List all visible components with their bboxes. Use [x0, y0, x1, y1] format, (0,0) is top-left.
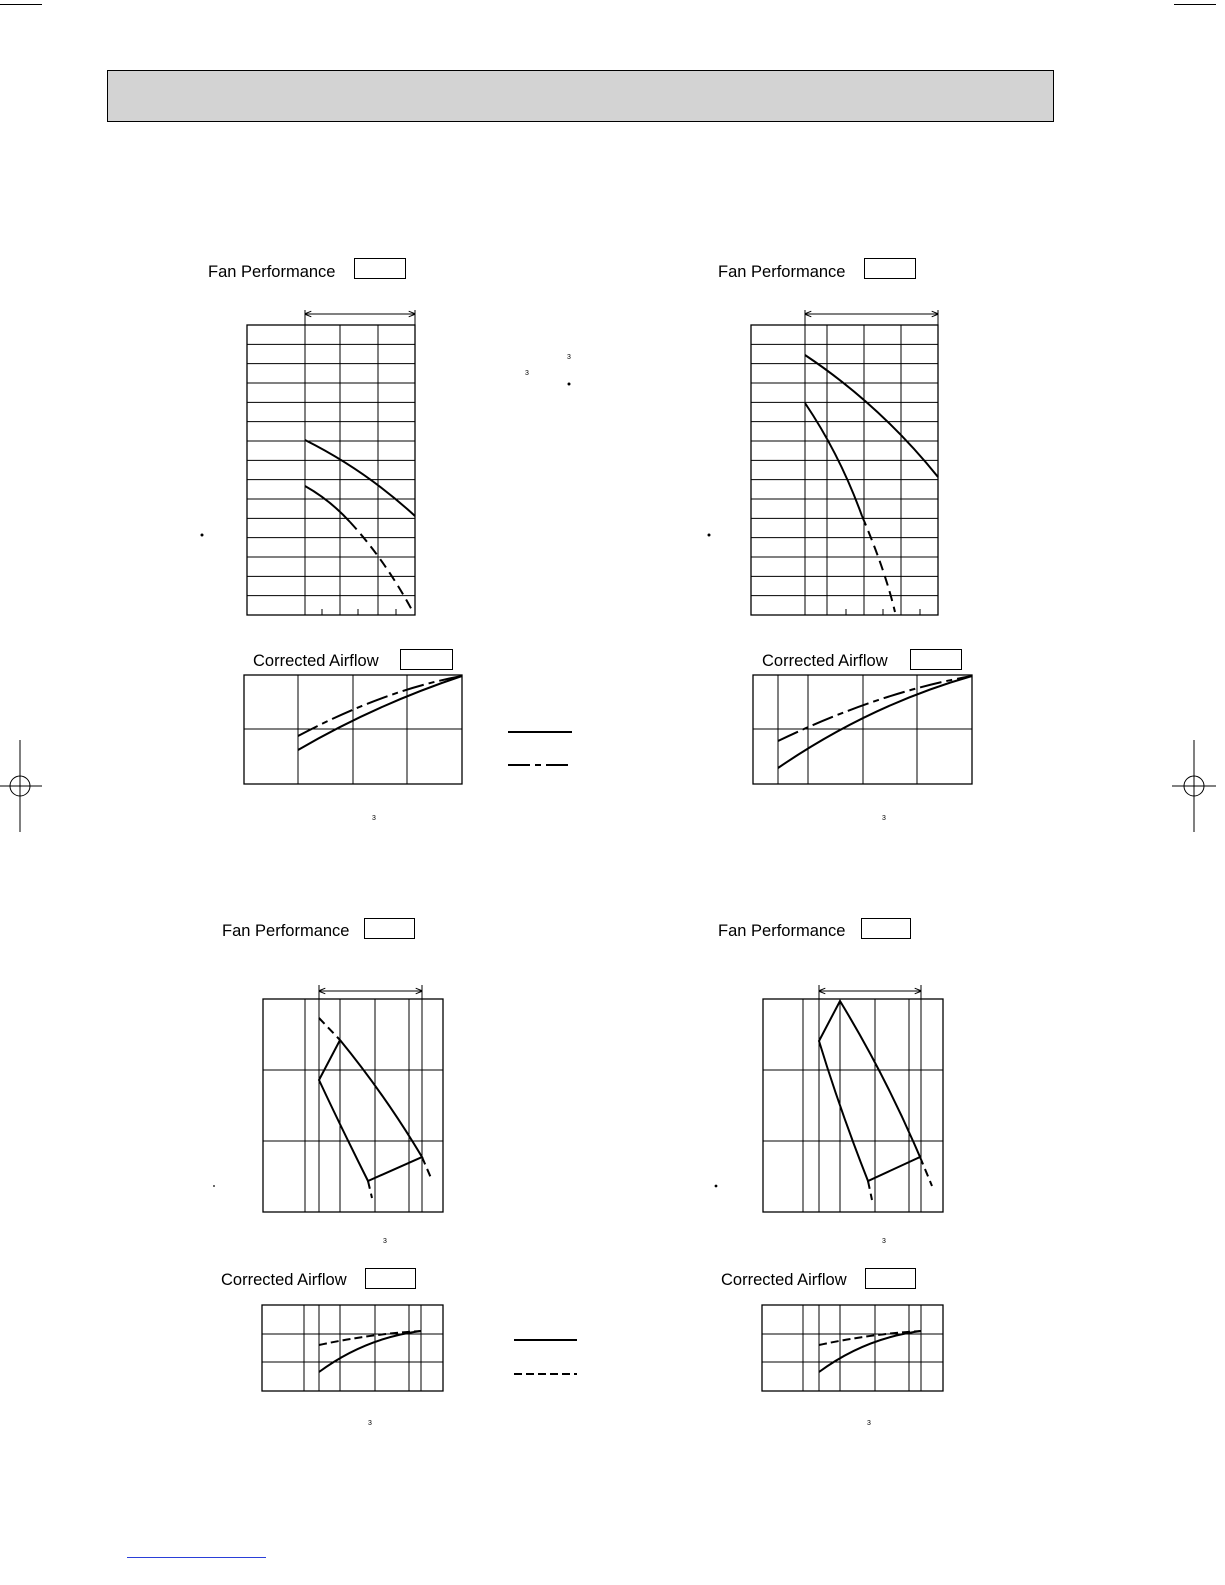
unit-exponent: 3 — [372, 815, 376, 822]
unit-exponent: 3 — [867, 1420, 871, 1427]
airflow-solid — [298, 676, 462, 750]
curve-high-solid — [305, 440, 415, 516]
envelope-dashed-right — [422, 1157, 431, 1178]
unit-exponent: 3 — [882, 1238, 886, 1245]
curve-low-solid — [305, 486, 350, 522]
fan-performance-chart-2 — [708, 310, 938, 615]
curve-low-dashed — [862, 516, 895, 612]
unit-exponent: 3 — [882, 815, 886, 822]
envelope-dashed-right — [920, 1157, 932, 1186]
legend-bottom — [514, 1340, 577, 1374]
fan-performance-label: Fan Performance — [222, 922, 350, 940]
corrected-airflow-label: Corrected Airflow — [721, 1271, 847, 1289]
fan-performance-chart-4 — [715, 985, 943, 1212]
envelope-solid — [319, 1040, 422, 1181]
fan-performance-label: Fan Performance — [208, 263, 336, 281]
corrected-airflow-chart-1 — [244, 675, 462, 784]
fan-performance-label: Fan Performance — [718, 922, 846, 940]
envelope-dashed-top — [319, 1018, 340, 1040]
unit-exponent: 3 — [368, 1420, 372, 1427]
fan-performance-label: Fan Performance — [718, 263, 846, 281]
corrected-airflow-label: Corrected Airflow — [221, 1271, 347, 1289]
airflow-solid — [819, 1331, 921, 1372]
envelope-solid — [819, 1001, 920, 1181]
envelope-dashed-bottom — [868, 1181, 872, 1200]
airflow-solid — [778, 676, 972, 768]
legend-exponent: 3 — [525, 370, 529, 377]
corrected-airflow-label: Corrected Airflow — [762, 652, 888, 670]
envelope-dashed-bottom — [368, 1181, 372, 1198]
footer-link-underline[interactable] — [127, 1557, 266, 1558]
curve-low-dashed — [350, 522, 413, 612]
corrected-airflow-chart-3 — [262, 1305, 443, 1391]
curve-high-solid — [805, 355, 938, 477]
unit-exponent: 3 — [383, 1238, 387, 1245]
fan-performance-chart-1 — [201, 310, 415, 615]
fan-performance-chart-3 — [263, 985, 443, 1212]
corrected-airflow-chart-2 — [753, 675, 972, 784]
legend-top — [508, 383, 572, 765]
corrected-airflow-label: Corrected Airflow — [253, 652, 379, 670]
legend-exponent: 3 — [567, 354, 571, 361]
corrected-airflow-chart-4 — [762, 1305, 943, 1391]
airflow-solid — [319, 1331, 421, 1372]
